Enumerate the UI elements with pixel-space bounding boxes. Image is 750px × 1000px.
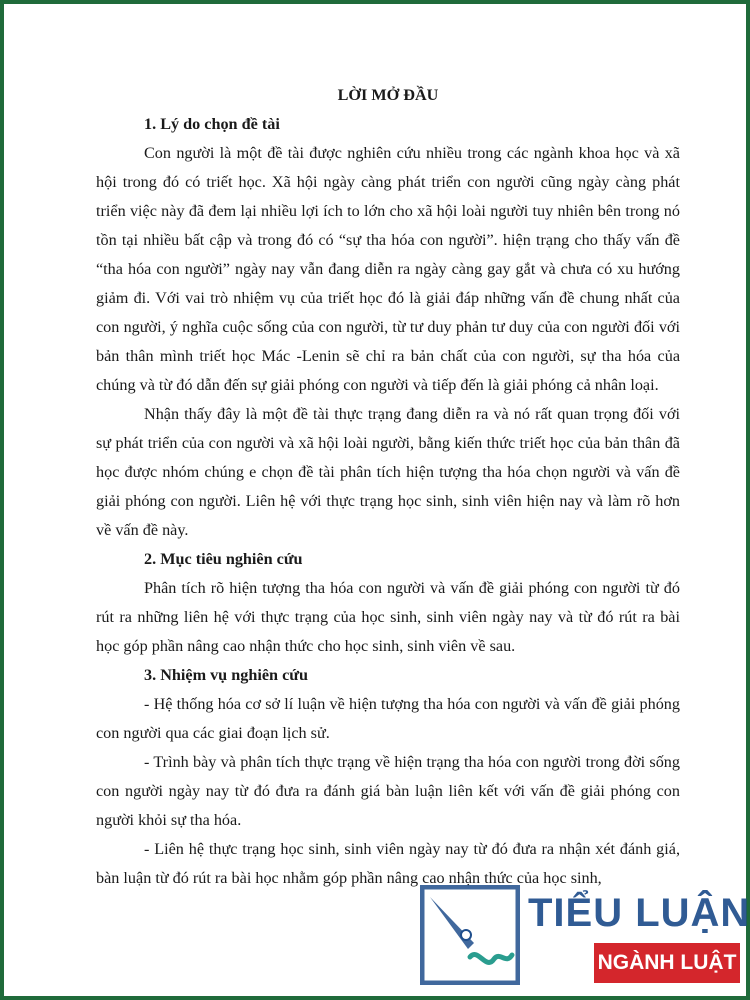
section-heading-1: 1. Lý do chọn đề tài <box>144 115 280 133</box>
paragraph: Con người là một đề tài được nghiên cứu nhiều trong các ngành khoa học và xã hội trong đó có triết học. Xã hội ngày càng phát triển con người cũng ngày càng phát triển việc này đã đem lại nhiều lợi ích to lớn cho xã hội loài người tuy nhiên bên trong nó tồn tại nhiều bất cập và trong đó có “sự tha hóa con người”. hiện trạng cho thấy vấn đề “tha hóa con người” ngày nay vẫn đang diễn ra ngày càng gay gắt và chưa có xu hướng giảm đi. Với vai trò nhiệm vụ của triết học đó là giải đáp những vấn đề chung nhất của con người, ý nghĩa cuộc sống của con người, từ tư duy phản tư duy của con người đối với bản thân mình triết học Mác -Lenin sẽ chỉ ra bản chất của con người, sự tha hóa của chúng và từ đó dẫn đến sự giải phóng con người và tiếp đến là giải phóng cả nhân loại. <box>96 144 680 394</box>
paragraph: Phân tích rõ hiện tượng tha hóa con người và vấn đề giải phóng con người từ đó rút ra những liên hệ với thực trạng của học sinh, sinh viên ngày nay và từ đó rút ra bài học góp phần nâng cao nhận thức cho học sinh, sinh viên về sau. <box>96 579 680 655</box>
watermark-top-text: TIỂU LUẬN <box>528 891 750 935</box>
paragraph: Nhận thấy đây là một đề tài thực trạng đang diễn ra và nó rất quan trọng đối với sự phát triển của con người và xã hội loài người, bằng kiến thức triết học của bản thân đã học được nhóm chúng e chọn đề tài phân tích hiện tượng tha hóa chọn người và vấn đề giải phóng con người. Liên hệ với thực trạng học sinh, sinh viên hiện nay và làm rõ hơn về vấn đề này. <box>96 405 680 539</box>
section-heading-2: 2. Mục tiêu nghiên cứu <box>144 550 303 568</box>
watermark-bottom-text: NGÀNH LUẬT <box>594 943 740 983</box>
list-item: - Trình bày và phân tích thực trạng về hiện trạng tha hóa con người trong đời sống con người ngày nay từ đó đưa ra đánh giá bàn luận liên kết với vấn đề giải phóng con người khỏi sự tha hóa. <box>96 753 680 829</box>
pen-nib-icon <box>420 885 520 985</box>
list-item: - Hệ thống hóa cơ sở lí luận về hiện tượng tha hóa con người và vấn đề giải phóng con người qua các giai đoạn lịch sử. <box>96 695 680 742</box>
watermark-logo <box>420 885 750 991</box>
list-item: - Liên hệ thực trạng học sinh, sinh viên ngày nay từ đó đưa ra nhận xét đánh giá, bàn luận từ đó rút ra bài học nhằm góp phần nâng cao nhận thức của học sinh, <box>96 840 680 887</box>
section-heading-3: 3. Nhiệm vụ nghiên cứu <box>144 666 308 684</box>
document-body <box>96 81 680 893</box>
page-title: LỜI MỞ ĐẦU <box>337 86 439 104</box>
